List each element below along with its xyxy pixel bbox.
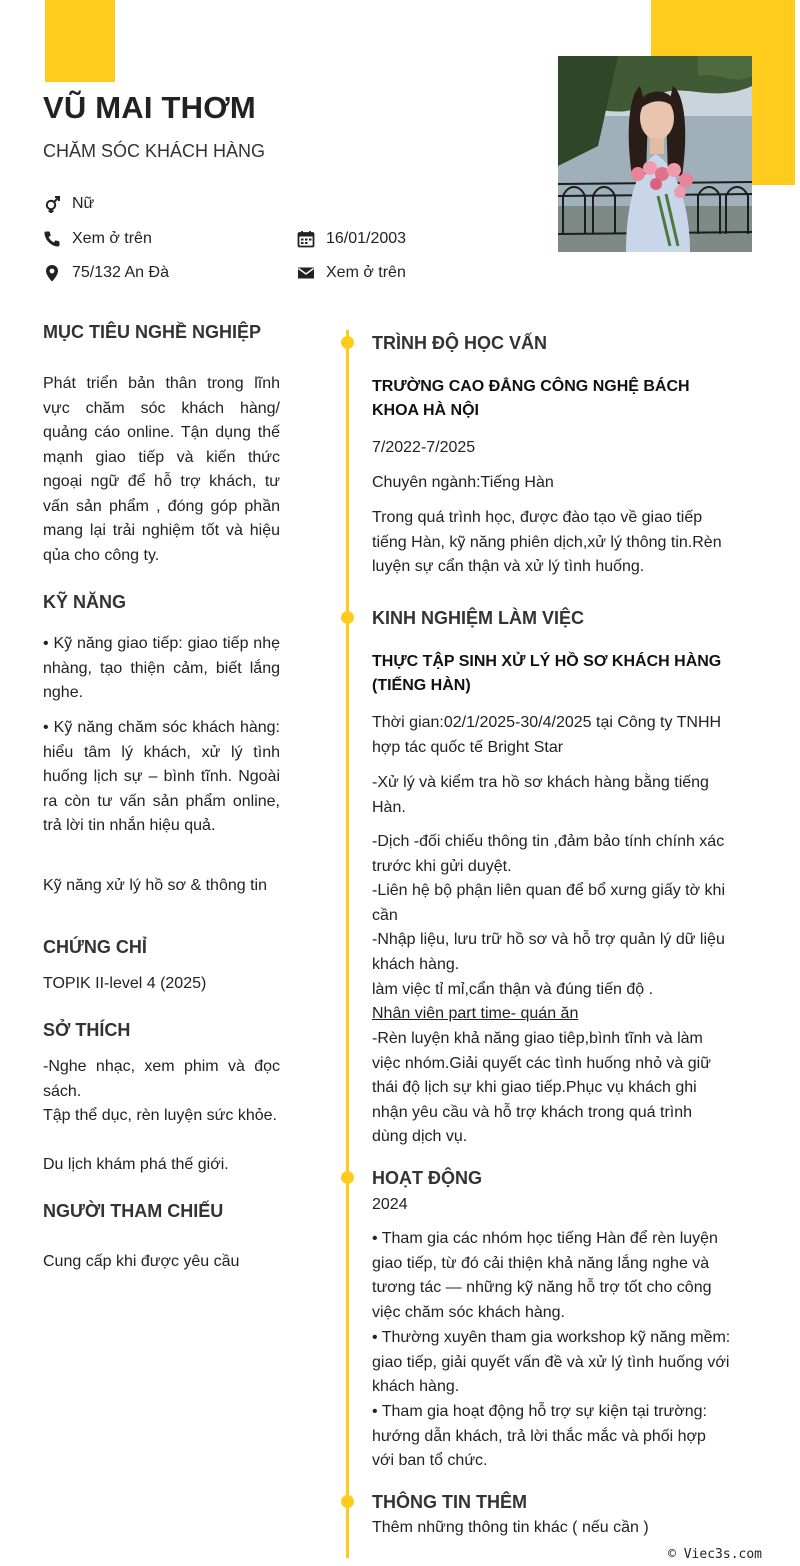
gender-row	[43, 193, 94, 215]
activities-title: HOẠT ĐỘNG	[372, 1168, 482, 1188]
timeline-dot-activities	[341, 1171, 354, 1184]
timeline-dot-more	[341, 1495, 354, 1508]
parttime-title: Nhân viên part time- quán ăn	[372, 1005, 579, 1022]
activities-year: 2024	[372, 1196, 408, 1213]
skill-item-2: • Kỹ năng chăm sóc khách hàng: hiểu tâm lý khách, xử lý tình huống lịch sự – bình tĩnh. Ngoài ra còn tư vấn sản phẩm online, trả lời tin nhắn hiệu quả.	[43, 719, 280, 834]
experience-duty-4: -Nhập liệu, lưu trữ hồ sơ và hỗ trợ quản lý dữ liệu khách hàng.	[372, 931, 725, 973]
activity-item-2: • Thường xuyên tham gia workshop kỹ năng mềm: giao tiếp, giải quyết vấn đề và xử lý tình huống với khách hàng.	[372, 1329, 731, 1396]
experience-duty-2: -Dịch -đối chiếu thông tin ,đảm bảo tính chính xác trước khi gửi duyệt.	[372, 833, 725, 875]
experience-duty-1: -Xử lý và kiểm tra hồ sơ khách hàng bằng tiếng Hàn.	[372, 774, 709, 816]
phone-icon	[43, 230, 61, 248]
hobby-line-2: Tập thể dục, rèn luyện sức khỏe.	[43, 1107, 277, 1124]
accent-block-left	[45, 0, 115, 82]
phone-row	[43, 228, 152, 250]
location-pin-icon	[43, 264, 61, 282]
education-title: TRÌNH ĐỘ HỌC VẤN	[372, 333, 547, 353]
education-major: Chuyên ngành:Tiếng Hàn	[372, 474, 554, 491]
envelope-icon	[297, 264, 315, 282]
parttime-description: -Rèn luyện khả năng giao tiêp,bình tĩnh và làm việc nhóm.Giải quyết các tình huống nhỏ và giữ thái độ lịch sự khi giao tiếp.Phục vụ khách ghi nhận yêu cầu và hỗ trợ khách trong quá trình dùng dịch vụ.	[372, 1030, 711, 1146]
hobbies-title: SỞ THÍCH	[43, 1020, 131, 1040]
timeline-dot-education	[341, 336, 354, 349]
activity-item-3: • Tham gia hoạt động hỗ trợ sự kiện tại trường: hướng dẫn khách, trả lời thắc mắc và phối hợp với ban tổ chức.	[372, 1403, 707, 1470]
gender-icon	[43, 195, 61, 213]
education-description: Trong quá trình học, được đào tạo về giao tiếp tiếng Hàn, kỹ năng phiên dịch,xử lý thông tin.Rèn luyện sự cẩn thận và xử lý tình huống.	[372, 509, 722, 576]
address-row	[43, 262, 169, 284]
watermark: © Viec3s.com	[668, 1547, 762, 1562]
references-text: Cung cấp khi được yêu cầu	[43, 1253, 240, 1270]
experience-duty-3: -Liên hệ bộ phận liên quan để bổ xưng giấy tờ khi cần	[372, 882, 726, 924]
phone-value: Xem ở trên	[72, 230, 152, 247]
hobby-line-3: Du lịch khám phá thế giới.	[43, 1156, 229, 1173]
activity-item-1: • Tham gia các nhóm học tiếng Hàn để rèn luyện giao tiếp, từ đó cải thiện khả năng lắng nghe và tương tác — những kỹ năng hỗ trợ tốt cho công việc chăm sóc khách hàng.	[372, 1230, 718, 1321]
timeline-dot-experience	[341, 611, 354, 624]
calendar-icon	[297, 230, 315, 248]
objective-title: MỤC TIÊU NGHỀ NGHIỆP	[43, 322, 262, 342]
certificates-title: CHỨNG CHỈ	[43, 937, 147, 957]
skill-item-1: • Kỹ năng giao tiếp: giao tiếp nhẹ nhàng, tạo thiện cảm, biết lắng nghe.	[43, 635, 280, 701]
references-title: NGƯỜI THAM CHIẾU	[43, 1201, 224, 1221]
more-info-text: Thêm những thông tin khác ( nếu cần )	[372, 1519, 649, 1536]
skill-item-3: Kỹ năng xử lý hồ sơ & thông tin	[43, 877, 267, 894]
job-title: CHĂM SÓC KHÁCH HÀNG	[43, 141, 266, 161]
gender-value: Nữ	[72, 195, 95, 212]
timeline-line	[346, 330, 349, 1558]
hobby-line-1: -Nghe nhạc, xem phim và đọc sách.	[43, 1058, 280, 1100]
experience-duty-5: làm việc tỉ mỉ,cẩn thận và đúng tiến độ .	[372, 981, 654, 998]
education-school: TRƯỜNG CAO ĐẲNG CÔNG NGHỆ BÁCH KHOA HÀ NỘI	[372, 378, 690, 419]
education-period: 7/2022-7/2025	[372, 439, 476, 456]
experience-time: Thời gian:02/1/2025-30/4/2025 tại Công ty TNHH hợp tác quốc tế Bright Star	[372, 714, 722, 756]
objective-text: Phát triển bản thân trong lĩnh vực chăm sóc khách hàng/ quảng cáo online. Tận dụng thế mạnh giao tiếp và kiến thức ngoại ngữ để hỗ trợ khách, tư vấn sản phẩm , đóng góp phần mang lại trải nghiệm tốt và hiệu qủa cho công ty.	[43, 375, 280, 564]
email-row	[297, 262, 406, 284]
experience-position: THỰC TẬP SINH XỬ LÝ HỒ SƠ KHÁCH HÀNG (TIẾNG HÀN)	[372, 653, 722, 694]
more-info-title: THÔNG TIN THÊM	[372, 1492, 527, 1512]
email-value: Xem ở trên	[326, 264, 406, 281]
address-value: 75/132 An Đà	[72, 264, 169, 281]
certificate-item: TOPIK II-level 4 (2025)	[43, 975, 207, 992]
birthday-row	[297, 228, 406, 250]
profile-photo	[558, 56, 752, 252]
birthday-value: 16/01/2003	[326, 230, 407, 247]
skills-title: KỸ NĂNG	[43, 592, 127, 612]
experience-title: KINH NGHIỆM LÀM VIỆC	[372, 608, 585, 628]
candidate-name: VŨ MAI THƠM	[43, 90, 256, 125]
